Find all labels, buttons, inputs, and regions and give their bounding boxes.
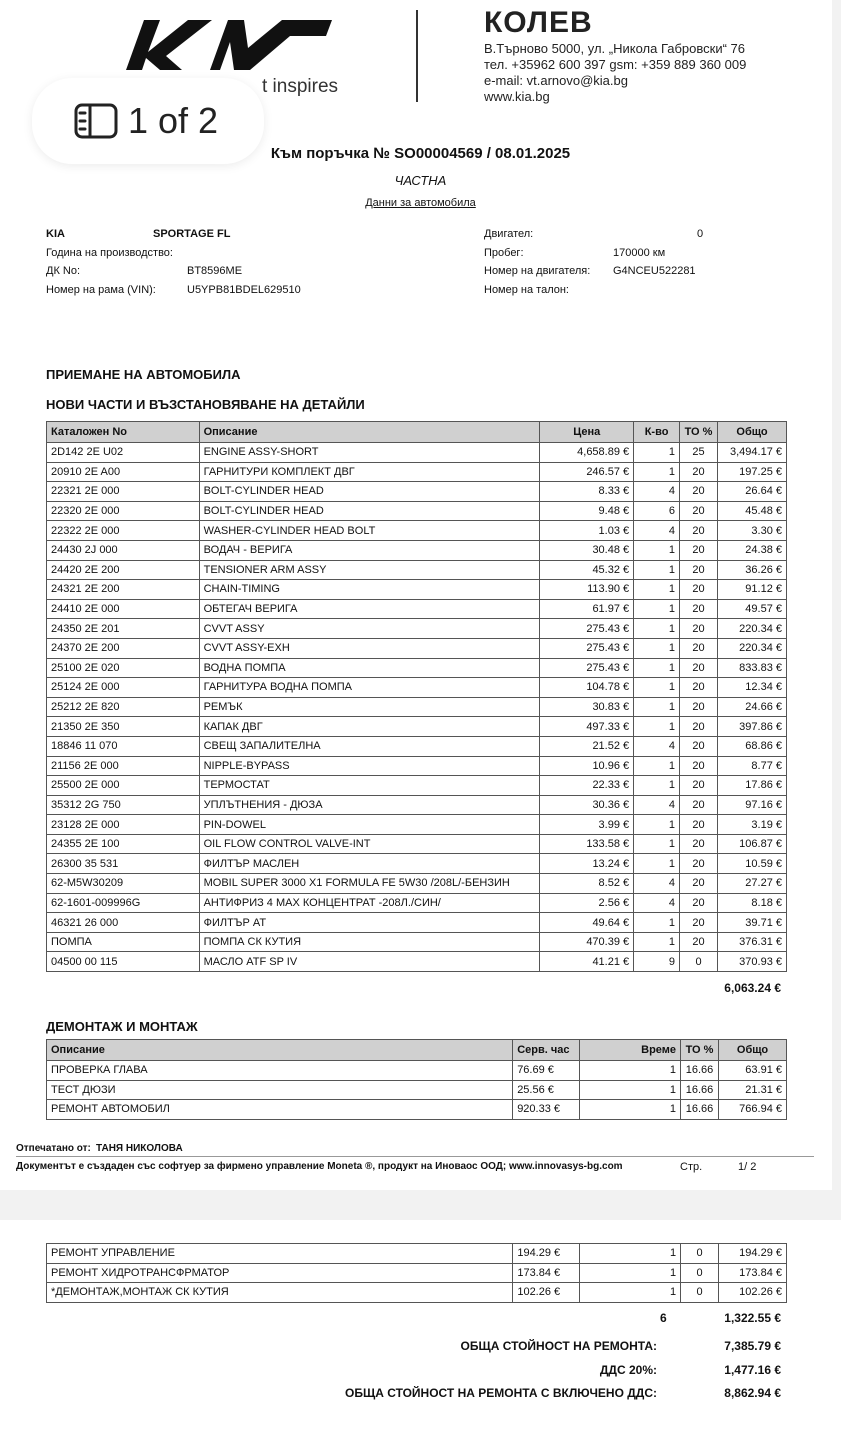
parts-table xyxy=(46,421,787,972)
parts-row-cell: 1 xyxy=(634,619,680,639)
parts-row-cell: 220.34 € xyxy=(718,619,787,639)
parts-row-cell: 1 xyxy=(634,776,680,796)
parts-row-cell: 39.71 € xyxy=(718,913,787,933)
engine-no-label: Номер на двигателя: xyxy=(484,265,591,277)
labor-row-cell: 25.56 € xyxy=(513,1080,580,1100)
parts-row-cell: ТЕРМОСТАТ xyxy=(199,776,540,796)
labor-row-cell: 16.66 xyxy=(681,1100,719,1120)
parts-row-cell: АНТИФРИЗ 4 MAX КОНЦЕНТРАТ -208Л./СИН/ xyxy=(199,893,540,913)
parts-row-cell: 20 xyxy=(680,599,718,619)
parts-row-cell: 49.64 € xyxy=(540,913,634,933)
header-divider xyxy=(416,10,418,102)
parts-row-cell: 833.83 € xyxy=(718,658,787,678)
labor-row-cell: 1 xyxy=(580,1283,681,1303)
col-header-labor-total: Общо xyxy=(719,1040,787,1061)
parts-row-cell: 4 xyxy=(634,521,680,541)
parts-row-cell: 1 xyxy=(634,697,680,717)
parts-row-cell: 8.52 € xyxy=(540,874,634,894)
parts-row-cell: CHAIN-TIMING xyxy=(199,580,540,600)
labor-table xyxy=(46,1039,787,1120)
parts-row-cell: 18846 11 070 xyxy=(47,736,200,756)
labor-row-cell: *ДЕМОНТАЖ,МОНТАЖ СК КУТИЯ xyxy=(47,1283,513,1303)
parts-row-cell: 22.33 € xyxy=(540,776,634,796)
labor-row-cell: РЕМОНТ ХИДРОТРАНСФРМАТОР xyxy=(47,1263,513,1283)
parts-row-cell: CVVT ASSY-EXH xyxy=(199,638,540,658)
parts-row xyxy=(47,658,787,678)
parts-row-cell: 133.58 € xyxy=(540,834,634,854)
parts-row-cell: ENGINE ASSY-SHORT xyxy=(199,443,540,463)
summary-value-vat: 1,477.16 € xyxy=(724,1363,781,1377)
parts-row-cell: 24.38 € xyxy=(718,540,787,560)
parts-row-cell: 41.21 € xyxy=(540,952,634,972)
parts-row xyxy=(47,619,787,639)
parts-row-cell: 91.12 € xyxy=(718,580,787,600)
parts-row-cell: ВОДНА ПОМПА xyxy=(199,658,540,678)
col-header-labor-discount: ТО % xyxy=(681,1040,719,1061)
year-label: Година на производство: xyxy=(46,247,173,259)
section-labor: ДЕМОНТАЖ И МОНТАЖ xyxy=(46,1019,198,1034)
parts-row-cell: КАПАК ДВГ xyxy=(199,717,540,737)
labor-row-cell: 1 xyxy=(580,1061,681,1081)
parts-row-cell: CVVT ASSY xyxy=(199,619,540,639)
parts-row-cell: 197.25 € xyxy=(718,462,787,482)
coupon-label: Номер на талон: xyxy=(484,284,569,296)
parts-row-cell: 1 xyxy=(634,854,680,874)
parts-row-cell: 62-M5W30209 xyxy=(47,874,200,894)
parts-row-cell: 1.03 € xyxy=(540,521,634,541)
parts-row-cell: 1 xyxy=(634,932,680,952)
parts-row-cell: 3.99 € xyxy=(540,815,634,835)
parts-row-cell: 13.24 € xyxy=(540,854,634,874)
parts-row-cell: 3.19 € xyxy=(718,815,787,835)
parts-row-cell: 24321 2E 200 xyxy=(47,580,200,600)
vin-value: U5YPB81BDEL629510 xyxy=(187,284,301,296)
parts-row-cell: 20 xyxy=(680,932,718,952)
parts-row xyxy=(47,717,787,737)
parts-row-cell: 30.83 € xyxy=(540,697,634,717)
parts-row-cell: 275.43 € xyxy=(540,658,634,678)
parts-row-cell: 1 xyxy=(634,540,680,560)
order-type: ЧАСТНА xyxy=(394,173,447,188)
labor-row xyxy=(47,1283,787,1303)
parts-row-cell: 35312 2G 750 xyxy=(47,795,200,815)
page-number-label: Стр. xyxy=(680,1161,703,1173)
footer-divider xyxy=(16,1156,814,1157)
parts-row xyxy=(47,443,787,463)
parts-row-cell: 8.33 € xyxy=(540,482,634,502)
parts-row xyxy=(47,697,787,717)
labor-row-cell: 1 xyxy=(580,1100,681,1120)
labor-row-cell: 102.26 € xyxy=(513,1283,580,1303)
parts-row-cell: 25 xyxy=(680,443,718,463)
parts-row-cell: 275.43 € xyxy=(540,638,634,658)
plate-label: ДК No: xyxy=(46,265,81,277)
kia-logo xyxy=(122,14,332,74)
parts-row-cell: OIL FLOW CONTROL VALVE-INT xyxy=(199,834,540,854)
summary-label-grand-total: ОБЩА СТОЙНОСТ НА РЕМОНТА С ВКЛЮЧЕНО ДДС: xyxy=(345,1386,657,1400)
summary-label-repair-total: ОБЩА СТОЙНОСТ НА РЕМОНТА: xyxy=(460,1339,657,1353)
labor-row-cell: 76.69 € xyxy=(513,1061,580,1081)
dealer-email: e-mail: vt.arnovo@kia.bg xyxy=(484,73,628,88)
parts-row-cell: ГАРНИТУРА ВОДНА ПОМПА xyxy=(199,678,540,698)
parts-row-cell: 246.57 € xyxy=(540,462,634,482)
engine-label: Двигател: xyxy=(484,228,534,240)
parts-row-cell: 10.59 € xyxy=(718,854,787,874)
parts-row-cell: BOLT-CYLINDER HEAD xyxy=(199,482,540,502)
parts-row-cell: 25124 2E 000 xyxy=(47,678,200,698)
parts-row-cell: 1 xyxy=(634,443,680,463)
col-header-price: Цена xyxy=(540,422,634,443)
parts-row-cell: 397.86 € xyxy=(718,717,787,737)
labor-row-cell: 173.84 € xyxy=(513,1263,580,1283)
parts-row-cell: 20 xyxy=(680,482,718,502)
parts-row-cell: 20 xyxy=(680,893,718,913)
parts-row-cell: 4 xyxy=(634,482,680,502)
parts-row-cell: 1 xyxy=(634,599,680,619)
col-header-description: Описание xyxy=(199,422,540,443)
parts-row-cell: 68.86 € xyxy=(718,736,787,756)
labor-row-cell: 1 xyxy=(580,1080,681,1100)
labor-row-cell: 1 xyxy=(580,1244,681,1264)
parts-row-cell: 6 xyxy=(634,501,680,521)
parts-row xyxy=(47,599,787,619)
parts-row-cell: 20 xyxy=(680,795,718,815)
parts-row-cell: NIPPLE-BYPASS xyxy=(199,756,540,776)
parts-row-cell: УПЛЪТНЕНИЯ - ДЮЗА xyxy=(199,795,540,815)
parts-row-cell: 4 xyxy=(634,795,680,815)
labor-row-cell: 194.29 € xyxy=(513,1244,580,1264)
software-note: Документът е създаден със софтуер за фирмено управление Moneta ®, продукт на Иноваос ООД; www.innovasys-bg.com xyxy=(16,1161,623,1172)
parts-row-cell: 20 xyxy=(680,913,718,933)
labor-row-cell: 920.33 € xyxy=(513,1100,580,1120)
col-header-service-hour: Серв. час xyxy=(513,1040,580,1061)
parts-row-cell: 0 xyxy=(680,952,718,972)
parts-row-cell: 3.30 € xyxy=(718,521,787,541)
labor-row-cell: 0 xyxy=(681,1244,719,1264)
parts-row-cell: 3,494.17 € xyxy=(718,443,787,463)
parts-row-cell: 24350 2E 201 xyxy=(47,619,200,639)
parts-row-cell: 1 xyxy=(634,580,680,600)
parts-row-cell: 20 xyxy=(680,697,718,717)
parts-total: 6,063.24 € xyxy=(724,981,781,995)
printed-by-label: Отпечатано от: xyxy=(16,1143,91,1154)
col-header-time: Време xyxy=(580,1040,681,1061)
parts-row-cell: 17.86 € xyxy=(718,776,787,796)
parts-row-cell: ВОДАЧ - ВЕРИГА xyxy=(199,540,540,560)
labor-count: 6 xyxy=(660,1311,667,1325)
col-header-labor-description: Описание xyxy=(47,1040,513,1061)
plate-value: BT8596ME xyxy=(187,265,243,277)
parts-row-cell: 4 xyxy=(634,893,680,913)
labor-row-cell: РЕМОНТ УПРАВЛЕНИЕ xyxy=(47,1244,513,1264)
parts-row-cell: 1 xyxy=(634,560,680,580)
parts-row xyxy=(47,501,787,521)
parts-row-cell: 20 xyxy=(680,736,718,756)
parts-row-cell: 20 xyxy=(680,717,718,737)
parts-row xyxy=(47,678,787,698)
parts-row-cell: 20 xyxy=(680,834,718,854)
parts-row-cell: 20 xyxy=(680,540,718,560)
parts-row-cell: 470.39 € xyxy=(540,932,634,952)
parts-row-cell: 20 xyxy=(680,678,718,698)
parts-row-cell: 370.93 € xyxy=(718,952,787,972)
parts-row-cell: 1 xyxy=(634,913,680,933)
labor-row xyxy=(47,1080,787,1100)
labor-row-cell: ТЕСТ ДЮЗИ xyxy=(47,1080,513,1100)
labor-row-cell: ПРОВЕРКА ГЛАВА xyxy=(47,1061,513,1081)
dealer-name: КОЛЕВ xyxy=(484,6,593,39)
col-header-qty: К-во xyxy=(634,422,680,443)
parts-row-cell: 497.33 € xyxy=(540,717,634,737)
parts-row-cell: 20 xyxy=(680,658,718,678)
parts-row xyxy=(47,521,787,541)
parts-row-cell: ОБТЕГАЧ ВЕРИГА xyxy=(199,599,540,619)
parts-row xyxy=(47,932,787,952)
parts-row-cell: 2.56 € xyxy=(540,893,634,913)
parts-row-cell: 25100 2E 020 xyxy=(47,658,200,678)
parts-table-header xyxy=(47,422,787,443)
labor-row xyxy=(47,1100,787,1120)
parts-row-cell: 23128 2E 000 xyxy=(47,815,200,835)
labor-row-cell: 0 xyxy=(681,1283,719,1303)
parts-row-cell: 24410 2E 000 xyxy=(47,599,200,619)
parts-row-cell: 25212 2E 820 xyxy=(47,697,200,717)
parts-row-cell: 30.48 € xyxy=(540,540,634,560)
parts-row-cell: 1 xyxy=(634,717,680,737)
parts-row-cell: 24370 2E 200 xyxy=(47,638,200,658)
parts-row-cell: 106.87 € xyxy=(718,834,787,854)
parts-row-cell: 275.43 € xyxy=(540,619,634,639)
col-header-discount: ТО % xyxy=(680,422,718,443)
labor-row-cell: 0 xyxy=(681,1263,719,1283)
parts-row-cell: 10.96 € xyxy=(540,756,634,776)
parts-row-cell: 20 xyxy=(680,501,718,521)
parts-row-cell: 25500 2E 000 xyxy=(47,776,200,796)
parts-row-cell: 9 xyxy=(634,952,680,972)
summary-label-vat: ДДС 20%: xyxy=(599,1363,657,1377)
parts-row xyxy=(47,756,787,776)
parts-row-cell: ФИЛТЪР МАСЛЕН xyxy=(199,854,540,874)
parts-row xyxy=(47,482,787,502)
parts-row-cell: 376.31 € xyxy=(718,932,787,952)
parts-row-cell: 1 xyxy=(634,638,680,658)
labor-row-cell: 16.66 xyxy=(681,1061,719,1081)
col-header-catalog: Каталожен No xyxy=(47,422,200,443)
parts-row-cell: 20 xyxy=(680,638,718,658)
parts-row-cell: 1 xyxy=(634,756,680,776)
parts-row-cell: 24.66 € xyxy=(718,697,787,717)
labor-row xyxy=(47,1061,787,1081)
parts-row-cell: 20 xyxy=(680,521,718,541)
parts-row-cell: 1 xyxy=(634,462,680,482)
parts-row-cell: 36.26 € xyxy=(718,560,787,580)
parts-row xyxy=(47,795,787,815)
parts-row-cell: 20 xyxy=(680,854,718,874)
vehicle-make: KIA xyxy=(46,228,65,240)
parts-row-cell: ПОМПА СК КУТИЯ xyxy=(199,932,540,952)
parts-row-cell: 21.52 € xyxy=(540,736,634,756)
parts-row-cell: 45.48 € xyxy=(718,501,787,521)
parts-row-cell: 24420 2E 200 xyxy=(47,560,200,580)
parts-row-cell: 46321 26 000 xyxy=(47,913,200,933)
parts-row-cell: 4,658.89 € xyxy=(540,443,634,463)
parts-row-cell: 22321 2E 000 xyxy=(47,482,200,502)
parts-row xyxy=(47,874,787,894)
page-thumbnails-icon xyxy=(74,103,118,139)
parts-row-cell: 22322 2E 000 xyxy=(47,521,200,541)
parts-row-cell: ФИЛТЪР АТ xyxy=(199,913,540,933)
parts-row-cell: 20 xyxy=(680,815,718,835)
parts-row xyxy=(47,952,787,972)
parts-row-cell: 20 xyxy=(680,580,718,600)
parts-row-cell: 220.34 € xyxy=(718,638,787,658)
parts-row-cell: 1 xyxy=(634,658,680,678)
parts-row xyxy=(47,638,787,658)
parts-row-cell: 12.34 € xyxy=(718,678,787,698)
parts-row-cell: 30.36 € xyxy=(540,795,634,815)
parts-row-cell: 21156 2E 000 xyxy=(47,756,200,776)
labor-row-cell: РЕМОНТ АВТОМОБИЛ xyxy=(47,1100,513,1120)
parts-row xyxy=(47,893,787,913)
parts-row xyxy=(47,580,787,600)
parts-row-cell: 27.27 € xyxy=(718,874,787,894)
parts-row xyxy=(47,834,787,854)
parts-row-cell: 2D142 2E U02 xyxy=(47,443,200,463)
section-parts: НОВИ ЧАСТИ И ВЪЗСТАНОВЯВАНЕ НА ДЕТАЙЛИ xyxy=(46,397,365,412)
parts-row-cell: 04500 00 115 xyxy=(47,952,200,972)
labor-row-cell: 16.66 xyxy=(681,1080,719,1100)
dealer-address: В.Търново 5000, ул. „Никола Габровски“ 76 xyxy=(484,41,745,56)
parts-row-cell: 1 xyxy=(634,834,680,854)
parts-row-cell: 24355 2E 100 xyxy=(47,834,200,854)
parts-row-cell: 20910 2E A00 xyxy=(47,462,200,482)
parts-row xyxy=(47,736,787,756)
parts-row-cell: МАСЛО ATF SP IV xyxy=(199,952,540,972)
parts-row-cell: 1 xyxy=(634,678,680,698)
vin-label: Номер на рама (VIN): xyxy=(46,284,156,296)
parts-row xyxy=(47,560,787,580)
order-title: Към поръчка № SO00004569 / 08.01.2025 xyxy=(270,145,571,162)
parts-row xyxy=(47,854,787,874)
labor-row xyxy=(47,1244,787,1264)
engine-no-value: G4NCEU522281 xyxy=(613,265,696,277)
labor-row-cell: 1 xyxy=(580,1263,681,1283)
parts-row-cell: 45.32 € xyxy=(540,560,634,580)
parts-row xyxy=(47,540,787,560)
mileage-label: Пробег: xyxy=(484,247,524,259)
labor-row-cell: 194.29 € xyxy=(719,1244,787,1264)
labor-row-cell: 766.94 € xyxy=(719,1100,787,1120)
col-header-total: Общо xyxy=(718,422,787,443)
parts-row-cell: 113.90 € xyxy=(540,580,634,600)
parts-row-cell: 8.18 € xyxy=(718,893,787,913)
labor-row-cell: 173.84 € xyxy=(719,1263,787,1283)
parts-row-cell: 104.78 € xyxy=(540,678,634,698)
labor-table-continued xyxy=(46,1243,787,1303)
section-reception: ПРИЕМАНЕ НА АВТОМОБИЛА xyxy=(46,367,241,382)
car-data-heading: Данни за автомобила xyxy=(365,197,476,209)
labor-row-cell: 21.31 € xyxy=(719,1080,787,1100)
parts-row-cell: 97.16 € xyxy=(718,795,787,815)
parts-row-cell: 1 xyxy=(634,815,680,835)
parts-row-cell: СВЕЩ ЗАПАЛИТЕЛНА xyxy=(199,736,540,756)
parts-row-cell: 20 xyxy=(680,560,718,580)
parts-row-cell: ПОМПА xyxy=(47,932,200,952)
parts-row xyxy=(47,776,787,796)
parts-row-cell: ГАРНИТУРИ КОМПЛЕКТ ДВГ xyxy=(199,462,540,482)
summary-value-grand-total: 8,862.94 € xyxy=(724,1386,781,1400)
labor-row-cell: 102.26 € xyxy=(719,1283,787,1303)
labor-row-cell: 63.91 € xyxy=(719,1061,787,1081)
dealer-website: www.kia.bg xyxy=(484,89,550,104)
document-page-2 xyxy=(0,1220,841,1444)
parts-row xyxy=(47,913,787,933)
parts-row-cell: 26300 35 531 xyxy=(47,854,200,874)
kia-tagline: t inspires xyxy=(262,76,339,97)
parts-row-cell: 9.48 € xyxy=(540,501,634,521)
parts-row-cell: PIN-DOWEL xyxy=(199,815,540,835)
printed-by-name: ТАНЯ НИКОЛОВА xyxy=(96,1143,183,1154)
parts-row xyxy=(47,815,787,835)
parts-row-cell: 20 xyxy=(680,776,718,796)
parts-row-cell: 24430 2J 000 xyxy=(47,540,200,560)
parts-row-cell: 26.64 € xyxy=(718,482,787,502)
labor-table-header xyxy=(47,1040,787,1061)
parts-row-cell: TENSIONER ARM ASSY xyxy=(199,560,540,580)
parts-row-cell: 21350 2E 350 xyxy=(47,717,200,737)
parts-row xyxy=(47,462,787,482)
parts-row-cell: 61.97 € xyxy=(540,599,634,619)
labor-row xyxy=(47,1263,787,1283)
parts-row-cell: 4 xyxy=(634,736,680,756)
parts-row-cell: 62-1601-009996G xyxy=(47,893,200,913)
parts-row-cell: 20 xyxy=(680,874,718,894)
parts-row-cell: 4 xyxy=(634,874,680,894)
labor-total: 1,322.55 € xyxy=(724,1311,781,1325)
parts-row-cell: MOBIL SUPER 3000 X1 FORMULA FE 5W30 /208L/-БЕНЗИН xyxy=(199,874,540,894)
mileage-value: 170000 км xyxy=(613,247,666,259)
page-indicator-text: 1 of 2 xyxy=(128,100,219,141)
parts-row-cell: WASHER-CYLINDER HEAD BOLT xyxy=(199,521,540,541)
parts-row-cell: 20 xyxy=(680,756,718,776)
summary-value-repair-total: 7,385.79 € xyxy=(724,1339,781,1353)
engine-value: 0 xyxy=(697,228,704,240)
page-number-value: 1/ 2 xyxy=(738,1161,757,1173)
parts-row-cell: 20 xyxy=(680,462,718,482)
parts-row-cell: 8.77 € xyxy=(718,756,787,776)
dealer-phone: тел. +35962 600 397 gsm: +359 889 360 009 xyxy=(484,57,747,72)
vehicle-model: SPORTAGE FL xyxy=(153,228,231,240)
parts-row-cell: РЕМЪК xyxy=(199,697,540,717)
parts-row-cell: 49.57 € xyxy=(718,599,787,619)
parts-row-cell: 22320 2E 000 xyxy=(47,501,200,521)
parts-row-cell: 20 xyxy=(680,619,718,639)
parts-row-cell: BOLT-CYLINDER HEAD xyxy=(199,501,540,521)
